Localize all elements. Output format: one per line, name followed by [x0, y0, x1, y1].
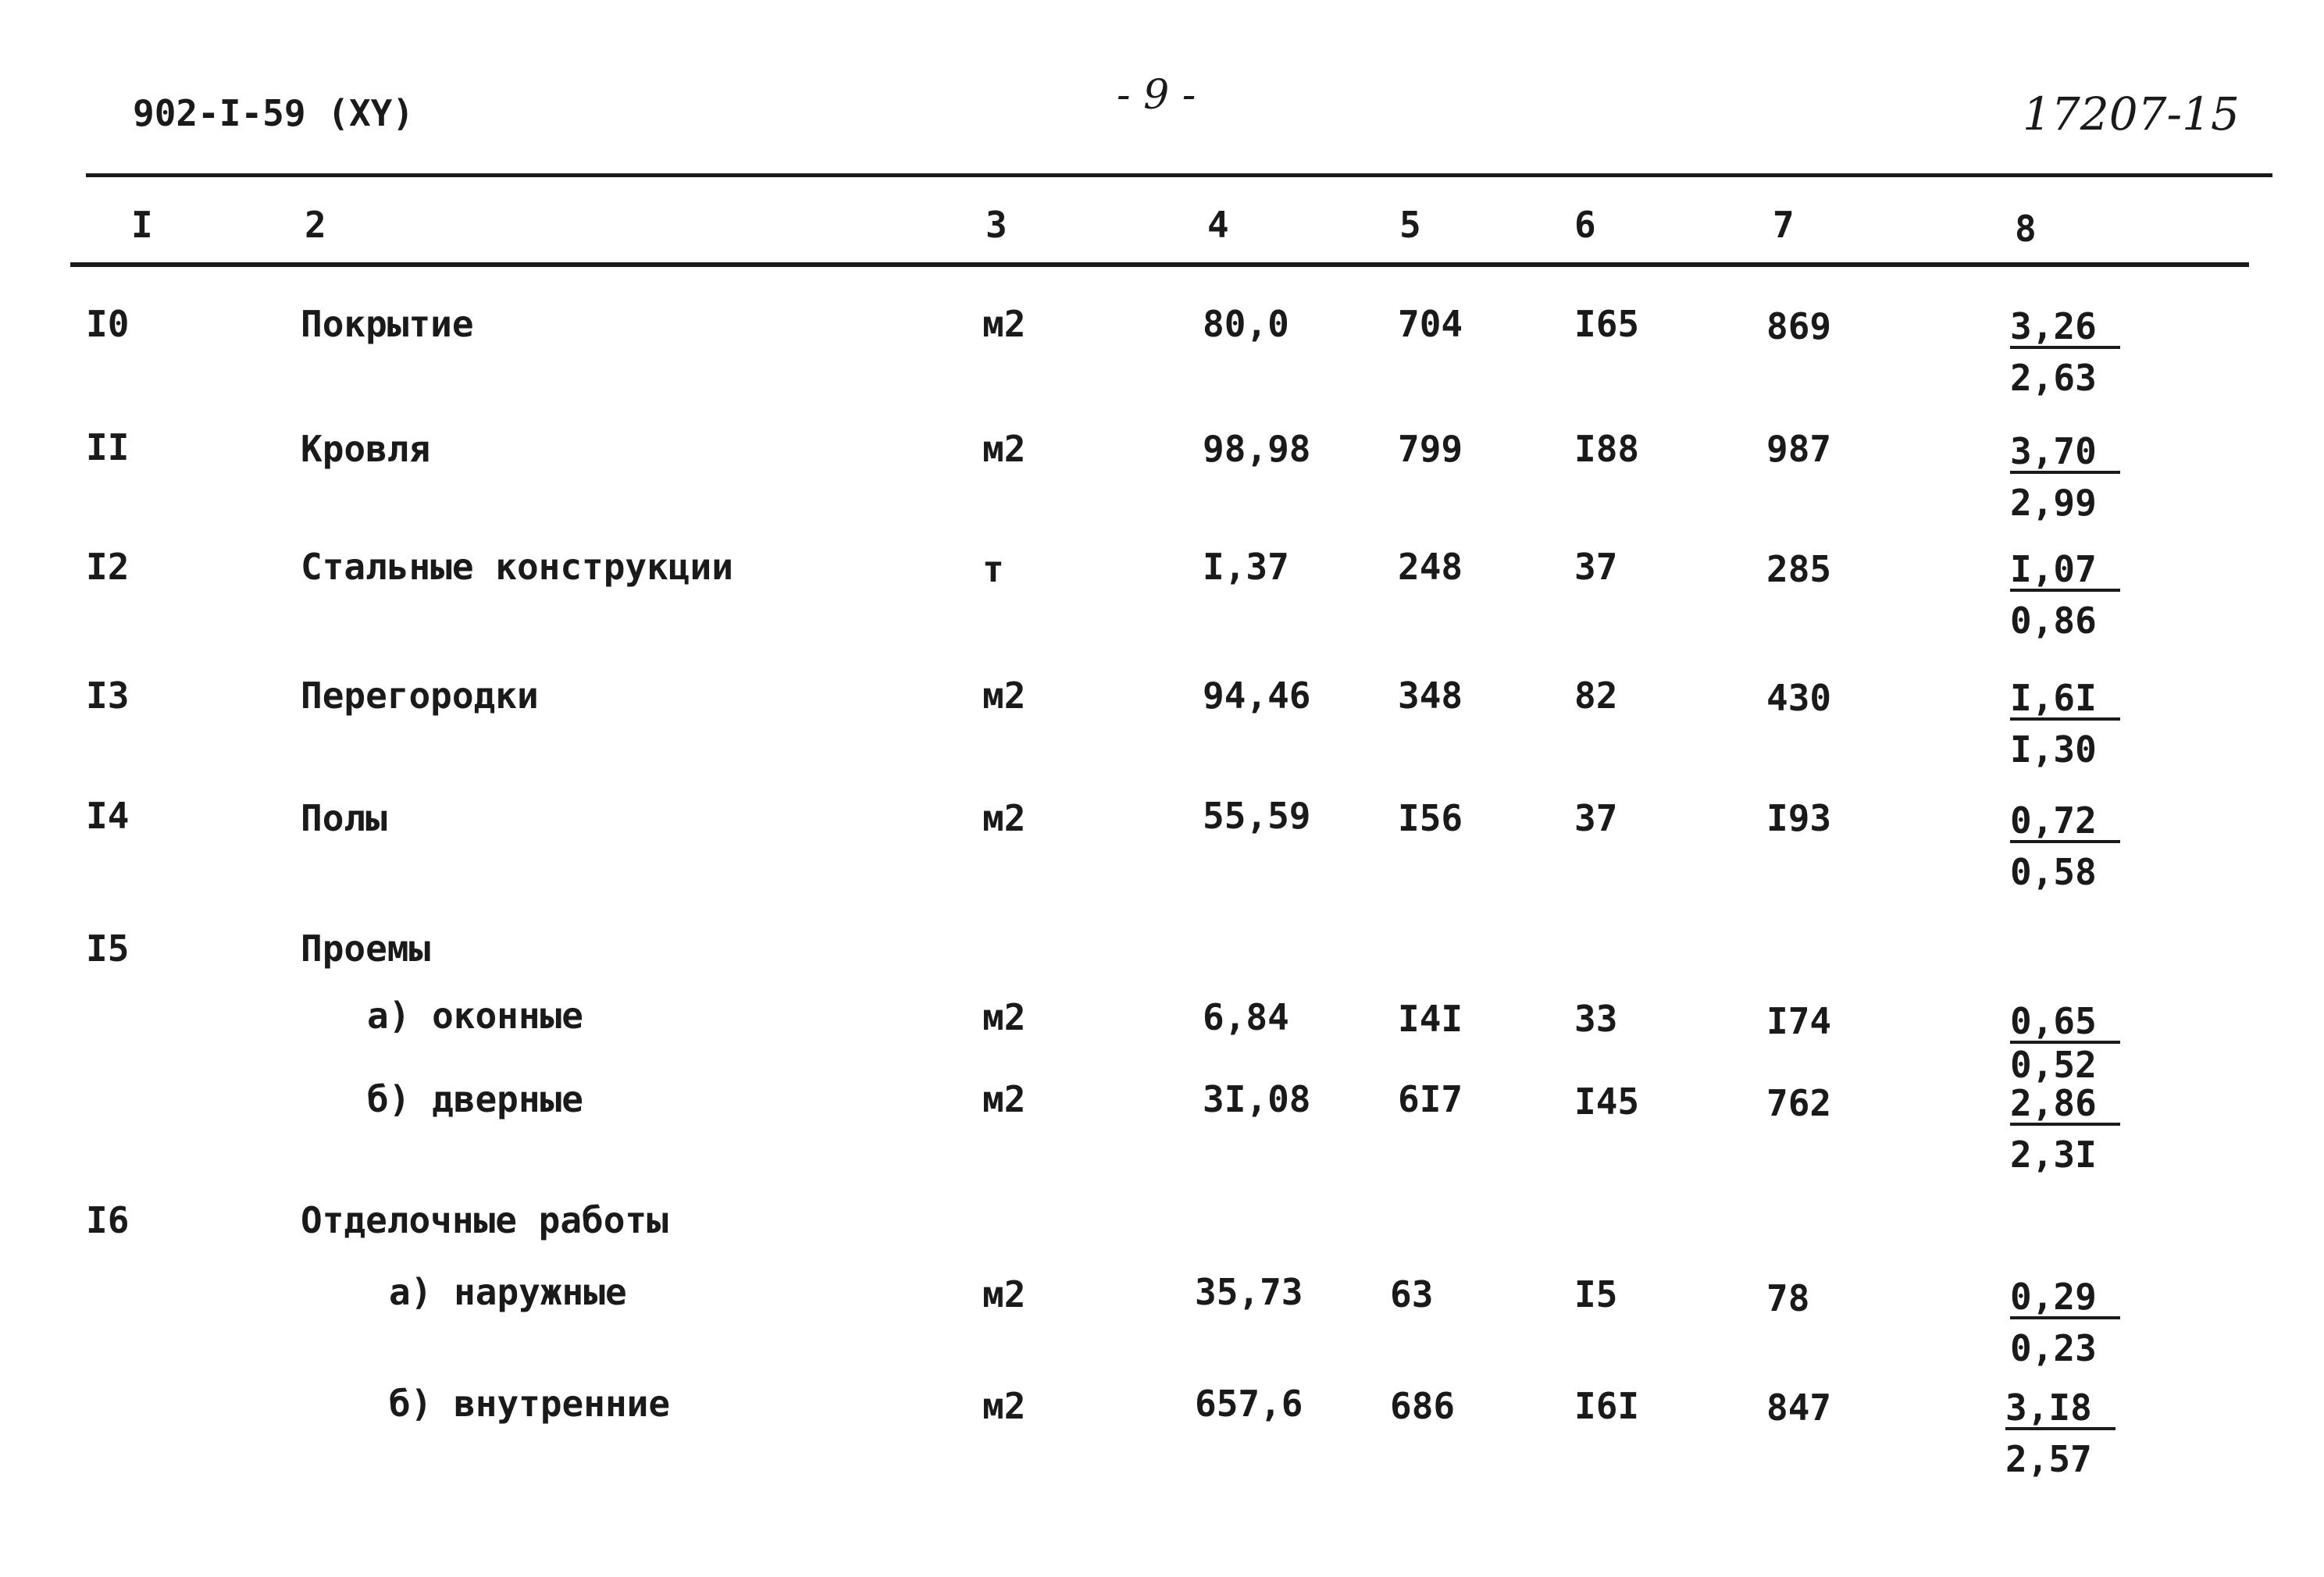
fraction-denominator: 0,52: [2010, 1044, 2097, 1086]
row-col6: 33: [1574, 998, 1618, 1040]
row-col7: 285: [1766, 548, 1832, 590]
row-col5: I4I: [1398, 998, 1463, 1040]
row-col8-fraction: [2010, 1276, 2120, 1369]
row-col4: 6,84: [1203, 996, 1289, 1038]
row-col4: I,37: [1203, 546, 1289, 588]
document-code: 902-I-59 (XY): [133, 92, 415, 134]
row-number: I2: [86, 546, 130, 588]
row-name: б) внутренние: [389, 1383, 671, 1425]
row-col8-fraction: [2010, 305, 2120, 399]
row-col8-fraction: [2010, 799, 2120, 893]
row-name: Полы: [301, 797, 387, 839]
fraction-denominator: 2,99: [2010, 482, 2097, 524]
fraction-numerator: I,07: [2010, 551, 2120, 592]
col-header-1: I: [131, 204, 153, 246]
col-header-6: 6: [1574, 204, 1596, 246]
col-header-3: 3: [986, 204, 1007, 246]
row-col8-fraction: [2010, 677, 2120, 771]
fraction-numerator: 0,29: [2010, 1279, 2120, 1319]
row-col6: 37: [1574, 546, 1618, 588]
row-col7: 847: [1766, 1387, 1832, 1429]
fraction-denominator: 0,86: [2010, 600, 2097, 642]
row-col7: I93: [1766, 797, 1832, 839]
row-unit: м2: [982, 1385, 1026, 1427]
fraction-denominator: 2,3I: [2010, 1134, 2097, 1176]
table-header-rule: [70, 262, 2249, 267]
row-name: Стальные конструкции: [301, 546, 733, 588]
row-name: Перегородки: [301, 675, 539, 717]
row-col8-fraction: [2010, 1082, 2120, 1176]
row-col5: 248: [1398, 546, 1463, 588]
row-unit: м2: [982, 675, 1026, 717]
row-name: Кровля: [301, 428, 431, 470]
row-number: I3: [86, 675, 130, 717]
row-col6: I6I: [1574, 1385, 1640, 1427]
row-col5: 686: [1390, 1385, 1456, 1427]
page-number: - 9 -: [1117, 72, 1196, 119]
row-col7: 987: [1766, 428, 1832, 470]
row-col6: I65: [1574, 303, 1640, 345]
fraction-numerator: 0,72: [2010, 803, 2120, 843]
row-col7: 78: [1766, 1277, 1810, 1319]
row-col5: 6I7: [1398, 1078, 1463, 1120]
row-number: I0: [86, 303, 130, 345]
row-name: а) оконные: [367, 995, 583, 1037]
row-col6: I5: [1574, 1273, 1618, 1315]
row-col8-fraction: [2010, 548, 2120, 642]
fraction-numerator: 3,26: [2010, 308, 2120, 349]
fraction-numerator: I,6I: [2010, 680, 2120, 721]
row-col7: I74: [1766, 1000, 1832, 1042]
row-col7: 430: [1766, 677, 1832, 719]
row-col5: I56: [1398, 797, 1463, 839]
col-header-2: 2: [305, 204, 326, 246]
fraction-denominator: 0,23: [2010, 1327, 2097, 1369]
row-col5: 348: [1398, 675, 1463, 717]
row-col6: 37: [1574, 797, 1618, 839]
row-col5: 704: [1398, 303, 1463, 345]
row-number: I4: [86, 795, 130, 837]
row-col8-fraction: [2010, 430, 2120, 524]
table-top-rule: [86, 173, 2272, 177]
row-name: а) наружные: [389, 1271, 627, 1313]
row-col4: 3I,08: [1203, 1078, 1311, 1120]
fraction-denominator: 2,57: [2005, 1438, 2092, 1480]
fraction-numerator: 2,86: [2010, 1085, 2120, 1126]
row-name: Покрытие: [301, 303, 474, 345]
fraction-numerator: 3,70: [2010, 433, 2120, 474]
row-unit: м2: [982, 996, 1026, 1038]
fraction-denominator: I,30: [2010, 728, 2097, 771]
fraction-denominator: 2,63: [2010, 357, 2097, 399]
row-name: б) дверные: [367, 1078, 583, 1120]
row-col4: 80,0: [1203, 303, 1289, 345]
row-unit: м2: [982, 1273, 1026, 1315]
row-col6: I45: [1574, 1080, 1640, 1123]
row-col7: 762: [1766, 1082, 1832, 1124]
row-col8-fraction: [2005, 1387, 2115, 1480]
row-col5: 63: [1390, 1273, 1434, 1315]
row-number: II: [86, 426, 130, 468]
row-number: I6: [86, 1199, 130, 1241]
fraction-numerator: 3,I8: [2005, 1390, 2115, 1430]
row-col6: I88: [1574, 428, 1640, 470]
col-header-5: 5: [1399, 204, 1421, 246]
row-name: Проемы: [301, 927, 431, 970]
row-unit: м2: [982, 1078, 1026, 1120]
row-col4: 35,73: [1195, 1271, 1303, 1313]
row-col4: 55,59: [1203, 795, 1311, 837]
fraction-denominator: 0,58: [2010, 851, 2097, 893]
row-number: I5: [86, 927, 130, 970]
col-header-8: 8: [2015, 208, 2037, 250]
row-unit: м2: [982, 797, 1026, 839]
row-col4: 98,98: [1203, 428, 1311, 470]
row-unit: т: [982, 548, 1004, 590]
row-name: Отделочные работы: [301, 1199, 668, 1241]
row-col6: 82: [1574, 675, 1618, 717]
row-col8-fraction: [2010, 1000, 2120, 1086]
sheet-id: 17207-15: [2023, 87, 2240, 141]
row-col7: 869: [1766, 305, 1832, 347]
row-unit: м2: [982, 303, 1026, 345]
fraction-numerator: 0,65: [2010, 1003, 2120, 1044]
row-col5: 799: [1398, 428, 1463, 470]
row-col4: 657,6: [1195, 1383, 1303, 1425]
col-header-4: 4: [1207, 204, 1229, 246]
row-col4: 94,46: [1203, 675, 1311, 717]
row-unit: м2: [982, 428, 1026, 470]
col-header-7: 7: [1773, 204, 1795, 246]
